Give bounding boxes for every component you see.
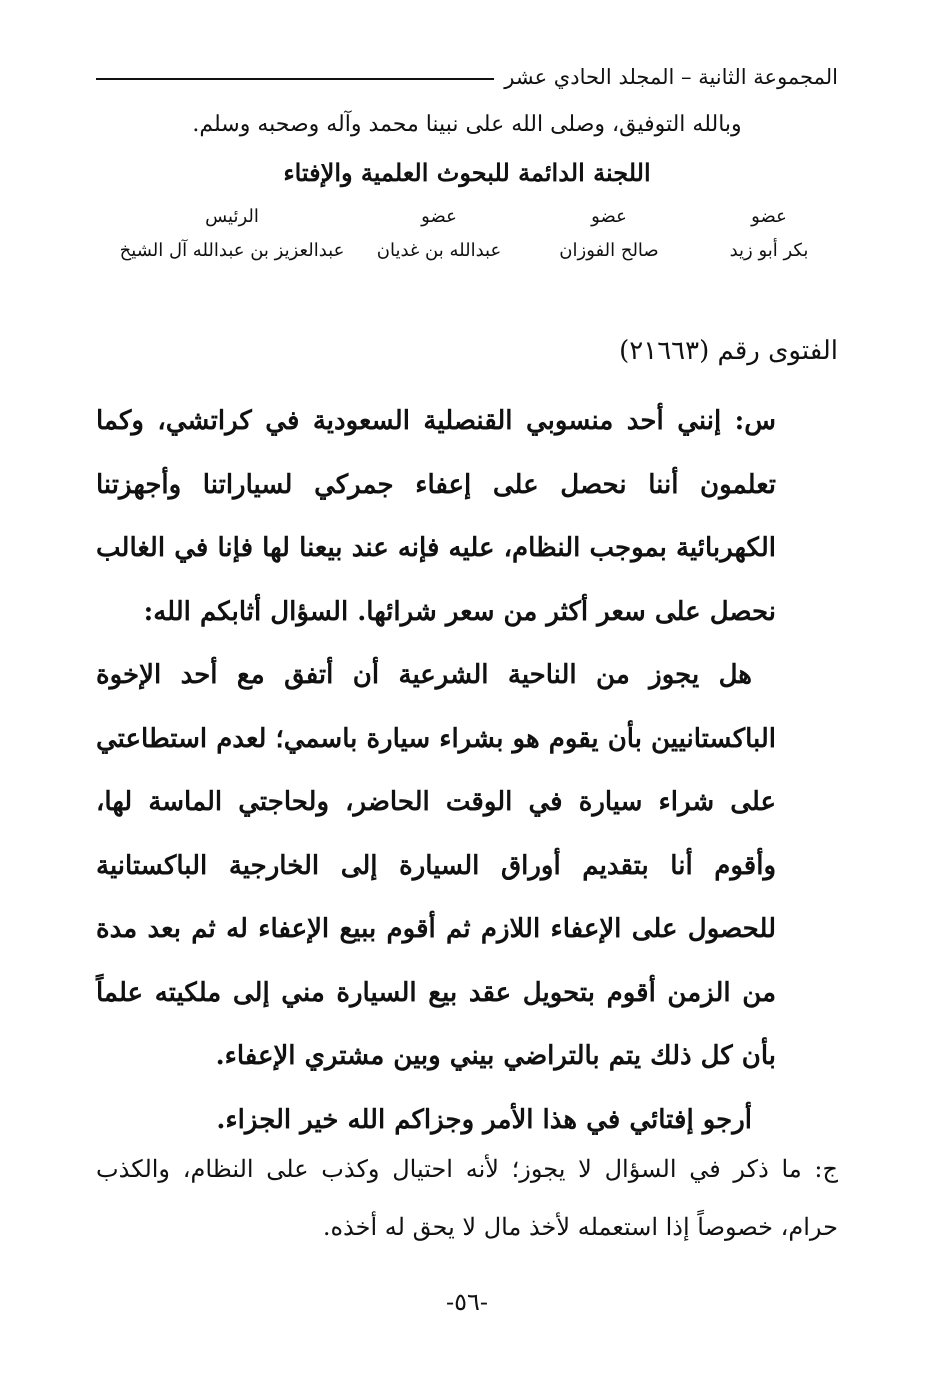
question-paragraph: س: إنني أحد منسوبي القنصلية السعودية في كراتشي، وكما تعلمون أننا نحصل على إعفاء جمركي لسياراتنا وأجهزتنا الكهربائية بموجب النظام، عليه فإنه عند بيعنا لها فإنا في الغالب نحصل على سعر أكثر من سعر شرائها. السؤال أثابكم الله:: [96, 406, 776, 627]
question-block: [96, 390, 776, 1152]
committee-signatures: [110, 206, 824, 286]
member-signature: [714, 206, 824, 261]
question-paragraph: هل يجوز من الناحية الشرعية أن أتفق مع أحد الإخوة الباكستانيين بأن يقوم هو بشراء سيارة باسمي؛ لعدم استطاعتي على شراء سيارة في الوقت الحاضر، ولحاجتي الماسة لها، وأقوم أنا بتقديم أوراق السيارة إلى الخارجية الباكستانية للحصول على الإعفاء اللازم ثم أقوم ببيع الإعفاء له ثم بعد مدة من الزمن أقوم بتحويل عقد بيع السيارة مني إلى ملكيته علماً بأن كل ذلك يتم بالتراضي بيني وبين مشتري الإعفاء.: [96, 660, 776, 1071]
member-name: بكر أبو زيد: [729, 240, 809, 261]
page-number: -٥٦-: [446, 1288, 488, 1316]
member-signature: [544, 206, 674, 261]
member-role: عضو: [591, 206, 627, 227]
running-header: [96, 60, 838, 94]
header-rule: [96, 78, 494, 80]
member-name: صالح الفوزان: [559, 240, 659, 261]
fatwa-number: الفتوى رقم (٢١٦٦٣): [619, 336, 838, 366]
member-name: عبدالله بن غديان: [376, 240, 502, 261]
member-signature: [364, 206, 514, 261]
question-closing: أرجو إفتائي في هذا الأمر وجزاكم الله خير الجزاء.: [216, 1104, 752, 1135]
member-signature: [110, 206, 354, 261]
header-title: المجموعة الثانية – المجلد الحادي عشر: [504, 65, 838, 89]
answer-block: ج: ما ذكر في السؤال لا يجوز؛ لأنه احتيال وكذب على النظام، والكذب حرام، خصوصاً إذا استعمله لأخذ مال لا يحق له أخذه.: [96, 1155, 838, 1241]
member-role: الرئيس: [205, 206, 259, 227]
member-role: عضو: [751, 206, 787, 227]
closing-blessing: وبالله التوفيق، وصلى الله على نبينا محمد وآله وصحبه وسلم.: [192, 112, 742, 137]
member-role: عضو: [421, 206, 457, 227]
member-name: عبدالعزيز بن عبدالله آل الشيخ: [119, 240, 345, 261]
committee-title: اللجنة الدائمة للبحوث العلمية والإفتاء: [283, 158, 651, 187]
